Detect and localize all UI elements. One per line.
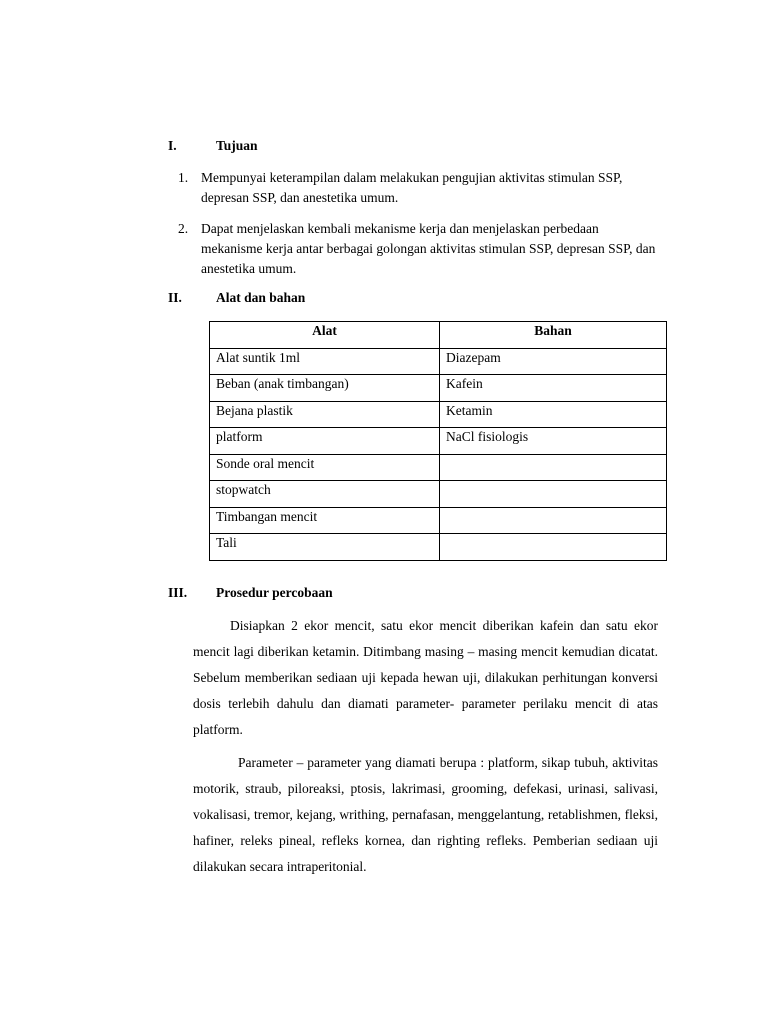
table-cell-bahan: NaCl fisiologis [440,428,667,455]
table-cell-bahan [440,481,667,508]
objective-item-2-text: Dapat menjelaskan kembali mekanisme kerja dan menjelaskan perbedaan mekanisme kerja antar berbagai golongan aktivitas stimulan SSP, depresan SSP, dan anestetika umum. [201,221,656,276]
table-row [210,401,667,428]
table-cell-alat: Alat suntik 1ml [210,348,440,375]
table-cell-alat: Beban (anak timbangan) [210,375,440,402]
table-cell-alat: Bejana plastik [210,401,440,428]
table-header-alat: Alat [210,322,440,349]
section-3-title: Prosedur percobaan [216,585,333,600]
table-cell-alat: Timbangan mencit [210,507,440,534]
table-cell-bahan [440,507,667,534]
table-cell-bahan [440,454,667,481]
table-cell-bahan: Diazepam [440,348,667,375]
table-row [210,481,667,508]
objective-item-1-number: 1. [178,170,189,185]
procedure-paragraph-1: Disiapkan 2 ekor mencit, satu ekor mencit diberikan kafein dan satu ekor mencit lagi diberikan ketamin. Ditimbang masing – masing mencit kemudian dicatat. Sebelum memberikan sediaan uji kepada hewan uji, dilakukan perhitungan konversi dosis terlebih dahulu dan diamati parameter- parameter perilaku mencit di atas platform. [193,618,658,737]
section-1-number: I. [168,138,177,153]
table-row [210,348,667,375]
table-row [210,507,667,534]
objective-item-2-number: 2. [178,221,189,236]
table-row [210,428,667,455]
table-cell-bahan: Kafein [440,375,667,402]
table-header-bahan: Bahan [440,322,667,349]
section-2-title: Alat dan bahan [216,290,306,305]
table-cell-alat: stopwatch [210,481,440,508]
procedure-paragraph-2: Parameter – parameter yang diamati berupa : platform, sikap tubuh, aktivitas motorik, straub, piloreaksi, ptosis, lakrimasi, grooming, defekasi, urinasi, salivasi, vokalisasi, tremor, kejang, writhing, pernafasan, menggelantung, retablishmen, fleksi, hafiner, releks pineal, refleks kornea, dan righting refleks. Pemberian sediaan uji dilakukan secara intraperitonial. [193,755,658,874]
table-cell-alat: Tali [210,534,440,561]
table-header-row [210,322,667,349]
table-row [210,454,667,481]
section-1-title: Tujuan [216,138,258,153]
table-row [210,534,667,561]
table-cell-alat: Sonde oral mencit [210,454,440,481]
table-cell-bahan: Ketamin [440,401,667,428]
objective-item-1-text: Mempunyai keterampilan dalam melakukan pengujian aktivitas stimulan SSP, depresan SSP, dan anestetika umum. [201,170,623,205]
table-cell-alat: platform [210,428,440,455]
table-cell-bahan [440,534,667,561]
table-row [210,375,667,402]
tools-materials-table [209,321,667,561]
section-2-number: II. [168,290,182,305]
section-3-number: III. [168,585,188,600]
